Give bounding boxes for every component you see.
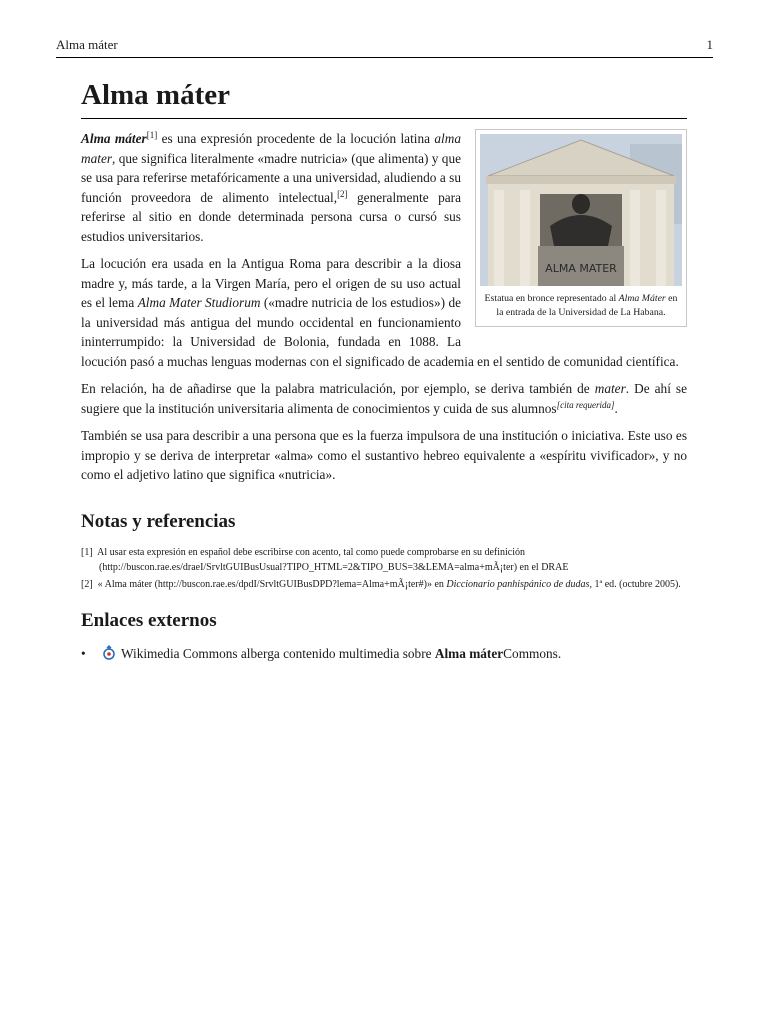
note-2-link[interactable]: « Alma máter (http://buscon.rae.es/dpdI/SrvltGUIBusDPD?lema=Alma+mÃ¡ter#)» en: [97, 578, 447, 590]
notes-list: [81, 545, 687, 592]
intro-paragraph: Alma máter[1] es una expresión procedente de la locución latina alma mater, que significa literalmente «madre nutricia» (que alimenta) y que se usa para referirse metafóricamente a una universidad, aludiendo a su función proveedora de alimento intelectual,[2] generalmente para referirse al sitio en donde determinada persona cursa o cursó sus estudios universitarios.: [81, 130, 461, 244]
page-number: 1: [706, 37, 713, 52]
citation-needed[interactable]: [cita requerida]: [556, 399, 615, 410]
external-links-list: [81, 644, 687, 663]
note-1-text[interactable]: Al usar esta expresión en español debe escribirse con acento, tal como puede comprobarse en su definición (http://buscon.rae.es/draeI/SrvltGUIBusUsual?TIPO_HTML=2&TIPO_BUS=3&LEMA=alma+mÃ¡ter) en el DRAE: [97, 546, 569, 573]
running-title: Alma máter: [56, 37, 118, 52]
usage-paragraph: También se usa para describir a una persona que es la fuerza impulsora de una institución o iniciativa. Este uso es impropio y se deriva de interpretar «alma» como el sustantivo hebreo equivalente a «espíritu vivificador», y no como el adjetivo latino que significa «nutricia».: [81, 428, 687, 482]
etymology-paragraph: En relación, ha de añadirse que la palabra matriculación, por ejemplo, se deriva también de mater. De ahí se sugiere que la institución universitaria alimenta de conocimientos y cuida de sus alumnos[cita requerida].: [81, 381, 687, 416]
history-paragraph: La locución era usada en la Antigua Roma para describir a la diosa madre y, más tarde, a la Virgen María, pero el origen de su uso actual es el lema Alma Mater Studiorum («madre nutricia de los estudios») de la universidad más antigua del mundo occidental en funcionamiento ininterrumpido: la Universidad de Bolonia, fundada en 1088. La locución pasó a muchas lenguas modernas con el significado de academia en el sentido de comunidad científica.: [81, 256, 679, 369]
plaque-text: ALMA MATER: [545, 262, 617, 275]
commons-link[interactable]: Wikimedia Commons alberga contenido multimedia sobre Alma máterCommons.: [121, 645, 562, 661]
term: Alma máter: [81, 131, 147, 146]
wikimedia-commons-icon: [101, 645, 117, 661]
notes-heading: Notas y referencias: [81, 510, 236, 532]
article-body: [81, 78, 687, 663]
figure-caption: Estatua en bronce representado al Alma Máter en la entrada de la Universidad de La Habana.: [484, 293, 678, 318]
links-heading: Enlaces externos: [81, 609, 217, 631]
running-header: [56, 37, 713, 58]
ref-link-2[interactable]: [2]: [337, 188, 348, 199]
list-item[interactable]: [81, 644, 687, 663]
statue-photo: [480, 134, 682, 286]
article-title: Alma máter: [81, 78, 687, 119]
note-1: [1] Al usar esta expresión en español debe escribirse con acento, tal como puede comprobarse en su definición (http://buscon.rae.es/draeI/SrvltGUIBusUsual?TIPO_HTML=2&TIPO_BUS=3&LEMA=alma+mÃ¡ter) en el DRAE: [81, 546, 569, 573]
bullet: •: [81, 645, 86, 661]
figure-alma-mater-statue: [475, 129, 687, 327]
ref-link-1[interactable]: [1]: [146, 130, 158, 140]
note-2: [2] « Alma máter (http://buscon.rae.es/dpdI/SrvltGUIBusDPD?lema=Alma+mÃ¡ter#)» en Diccionario panhispánico de dudas, 1ª ed. (octubre 2005).: [81, 578, 681, 590]
